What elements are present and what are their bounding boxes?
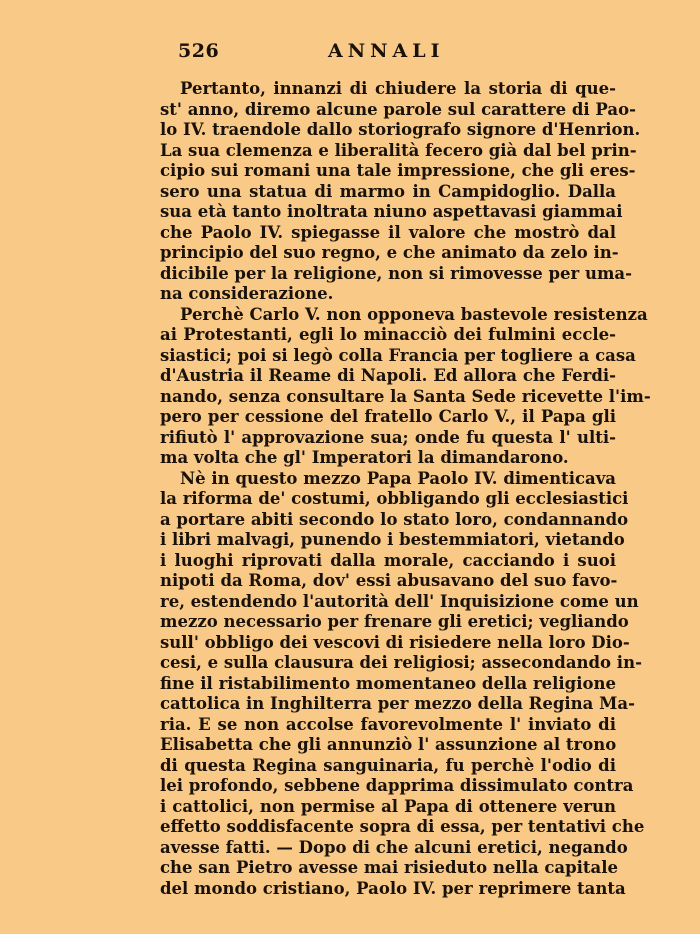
text-line: sull' obbligo dei vescovi di risiedere nella loro Dio- — [160, 632, 630, 652]
text-line: i libri malvagi, punendo i bestemmiatori, vietando — [160, 530, 625, 549]
text-line: dicibile per la religione, non si rimovesse per uma- — [160, 263, 632, 283]
text-line: re, estendendo l'autorità dell' Inquisizione come un — [160, 591, 639, 611]
text-line: la riforma de' costumi, obbligando gli ecclesiastici — [160, 489, 629, 508]
text-line: del mondo cristiano, Paolo IV. per reprimere tanta — [160, 878, 626, 898]
text-line: rifiutò l' approvazione sua; onde fu questa l' ulti- — [160, 427, 616, 447]
text-line: fine il ristabilimento momentaneo della religione — [160, 673, 616, 693]
text-line: La sua clemenza e liberalità fecero già dal bel prin- — [160, 140, 637, 160]
body-text — [160, 79, 651, 899]
text-line: d'Austria il Reame di Napoli. Ed allora che Ferdi- — [160, 366, 616, 385]
text-line: che Paolo IV. spiegasse il valore che mostrò dal — [160, 222, 616, 242]
text-line: Nè in questo mezzo Papa Paolo IV. dimenticava — [180, 468, 616, 488]
text-line: cattolica in Inghilterra per mezzo della Regina Ma- — [160, 694, 635, 713]
text-line: lei profondo, sebbene dapprima dissimulato contra — [160, 776, 634, 795]
text-line: ria. E se non accolse favorevolmente l' inviato di — [160, 714, 616, 734]
text-line: Elisabetta che gli annunziò l' assunzione al trono — [160, 735, 617, 754]
text-line: a portare abiti secondo lo stato loro, condannando — [160, 509, 629, 529]
text-line: sero una statua di marmo in Campidoglio. Dalla — [160, 181, 616, 201]
text-line: nipoti da Roma, dov' essi abusavano del suo favo- — [160, 571, 618, 590]
text-line: lo IV. traendole dallo storiografo signore d'Henrion. — [160, 120, 641, 139]
text-line: i cattolici, non permise al Papa di ottenere verun — [160, 796, 616, 816]
text-line: di questa Regina sanguinaria, fu perchè l'odio di — [160, 755, 616, 775]
running-title: ANNALI — [328, 40, 445, 62]
page-number: 526 — [178, 40, 220, 62]
text-line: mezzo necessario per frenare gli eretici; vegliando — [160, 612, 629, 631]
text-line: Pertanto, innanzi di chiudere la storia di que- — [180, 79, 616, 98]
text-line: na considerazione. — [160, 284, 334, 303]
text-line: cesi, e sulla clausura dei religiosi; assecondando in- — [160, 653, 642, 672]
text-line: siastici; poi si legò colla Francia per togliere a casa — [160, 345, 636, 365]
text-line: ai Protestanti, egli lo minacciò dei fulmini eccle- — [160, 325, 616, 344]
page-header — [178, 40, 618, 66]
text-line: che san Pietro avesse mai risieduto nella capitale — [160, 858, 619, 877]
text-line: i luoghi riprovati dalla morale, cacciando i suoi — [160, 550, 616, 570]
text-line: st' anno, diremo alcune parole sul carattere di Pao- — [160, 99, 636, 119]
text-line: ma volta che gl' Imperatori la dimandarono. — [160, 448, 569, 467]
text-line: effetto soddisfacente sopra di essa, per tentativi che — [160, 817, 645, 836]
text-line: pero per cessione del fratello Carlo V., il Papa gli — [160, 407, 616, 426]
text-line: Perchè Carlo V. non opponeva bastevole resistenza — [180, 304, 648, 324]
text-line: avesse fatti. — Dopo di che alcuni eretici, negando — [160, 837, 628, 857]
text-line: sua età tanto inoltrata niuno aspettavasi giammai — [160, 202, 623, 221]
text-line: principio del suo regno, e che animato da zelo in- — [160, 243, 619, 262]
text-line: cipio sui romani una tale impressione, che gli eres- — [160, 161, 636, 180]
text-line: nando, senza consultare la Santa Sede ricevette l'im- — [160, 386, 651, 406]
